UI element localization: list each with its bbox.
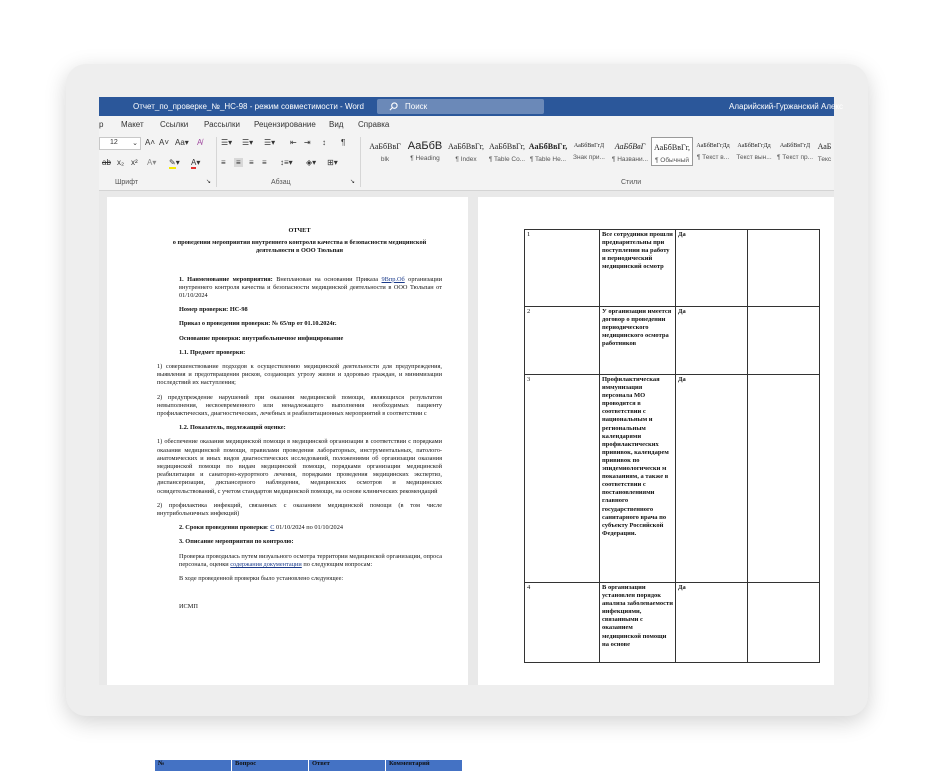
text: Внеплановая на основании Приказа — [272, 275, 382, 283]
style-preview: АаБбВвГг, — [447, 142, 484, 151]
text-effects-icon[interactable]: A▾ — [147, 158, 157, 167]
style-preview: АаБбВ — [407, 140, 443, 152]
style-text-pr[interactable] — [775, 137, 815, 166]
table-row — [525, 375, 820, 583]
justify-icon[interactable]: ≡ — [262, 158, 267, 167]
cell-number: 2 — [525, 307, 600, 375]
search-label: Поиск — [405, 102, 428, 111]
tab-mailings[interactable]: Рассылки — [204, 120, 240, 129]
style-preview: АаБбВвГгДд — [737, 143, 771, 149]
increase-indent-icon[interactable]: ⇥ — [304, 138, 311, 147]
style-name: Текс — [817, 156, 832, 163]
description-text — [157, 553, 442, 569]
cell-answer: Да — [676, 375, 748, 583]
subject-item: 1) совершенствование подходов к осуществлению медицинской деятельности для предупреждения, выявления и предотвращения рисков, создающих угрозу жизни и здоровью граждан, и минимизации последствий их наступления; — [157, 363, 442, 387]
chevron-down-icon: ⌄ — [132, 140, 138, 147]
style-text-partial[interactable] — [815, 137, 834, 166]
cell-comment — [748, 583, 820, 663]
style-caption[interactable] — [610, 137, 650, 166]
subject-heading: 1.1. Предмет проверки: — [179, 348, 246, 356]
styles-group-label: Стили — [621, 179, 642, 186]
font-size-dropdown[interactable] — [99, 137, 141, 150]
shrink-font-icon[interactable]: A˅ — [159, 138, 170, 147]
change-case-icon[interactable]: Aa▾ — [175, 138, 189, 147]
ribbon — [99, 132, 834, 191]
style-name: ¶ Heading — [410, 155, 440, 162]
text: организации внутреннего контроля качества и безопасности медицинской деятельности в ООО Тюльпан от 01/10/2024 — [179, 275, 442, 300]
style-balloon-text[interactable] — [734, 137, 774, 166]
findings-table — [524, 229, 820, 663]
pilcrow-icon[interactable]: ¶ — [341, 138, 346, 147]
cell-answer: Да — [676, 307, 748, 375]
numbering-icon[interactable]: ☰▾ — [242, 138, 254, 147]
text: С — [270, 524, 275, 532]
multilevel-list-icon[interactable]: ☰▾ — [264, 138, 276, 147]
cell-question: Все сотрудники прошли предварительны при поступлении на работу и периодический медицинский осмотр — [600, 230, 676, 307]
dialog-launcher-icon[interactable]: ↘ — [350, 179, 356, 185]
indicator-item: 2) профилактика инфекций, связанных с оказанием медицинской помощи (в том числе внутрибольничных инфекций) — [157, 501, 442, 518]
style-preview: АаБ — [817, 142, 832, 151]
cell-number: 3 — [525, 375, 600, 583]
cell-number: 4 — [525, 583, 600, 663]
style-footnote-char[interactable] — [569, 137, 609, 166]
findings-intro: В ходе проведенной проверки было установлено следующее: — [179, 575, 344, 583]
order-link[interactable]: 9Впр.Об — [381, 275, 405, 283]
cell-comment — [748, 375, 820, 583]
search-box[interactable] — [377, 99, 544, 114]
label: 2. Сроки проведения проверки — [179, 524, 267, 532]
sort-icon[interactable]: ↕ — [322, 138, 326, 147]
shading-icon[interactable]: ◈▾ — [306, 158, 317, 167]
tab-layout[interactable]: Макет — [121, 120, 144, 129]
report-subtitle: о проведении мероприятия внутреннего контроля качества и безопасности медицинской деятельности в ООО Тюльпан — [172, 239, 427, 255]
style-name: ¶ Названи... — [611, 156, 649, 163]
style-body-text[interactable] — [693, 137, 733, 166]
tab-review[interactable]: Рецензирование — [254, 120, 316, 129]
style-name: ¶ Table He... — [529, 156, 567, 163]
ribbon-tabs — [99, 116, 834, 132]
description-heading: 3. Описание мероприятия по контролю: — [179, 538, 294, 546]
style-table-contents[interactable] — [487, 137, 527, 166]
style-heading[interactable] — [405, 137, 445, 166]
font-size-value: 12 — [110, 139, 118, 146]
decrease-indent-icon[interactable]: ⇤ — [290, 138, 297, 147]
header-cell: Вопрос — [232, 760, 309, 772]
style-normal[interactable] — [651, 137, 693, 166]
paragraph-event-name — [157, 276, 442, 301]
paragraph-group-label: Абзац — [271, 179, 291, 186]
table-row — [525, 230, 820, 307]
title-bar — [99, 97, 844, 116]
text: Проверка проводилась путем визуального осмотра территории медицинской организации, опроса персонала, оценки — [179, 552, 442, 568]
dates-line: 2. Сроки проведения проверки: С 01/10/2024 по 01/10/2024 — [179, 524, 344, 532]
cell-question: У организации имеется договор о проведении периодического медицинского осмотра работников — [600, 307, 676, 375]
font-color-icon[interactable]: A▾ — [191, 158, 201, 167]
document-title: Отчет_по_проверке_№_НС-98 - режим совместимости - Word — [133, 102, 364, 111]
text: содержания документации — [230, 560, 302, 568]
superscript-icon[interactable]: x² — [131, 158, 138, 167]
style-preview: АаБбВвГгД — [573, 143, 605, 149]
divider — [216, 137, 217, 187]
style-name: ¶ Table Co... — [488, 156, 526, 163]
tab-references[interactable]: Ссылки — [160, 120, 189, 129]
style-preview: АаБбВвГгДд — [696, 143, 730, 149]
style-name: Текст вын... — [736, 154, 772, 161]
cell-comment — [748, 230, 820, 307]
style-name: ¶ Index — [455, 156, 477, 163]
align-center-icon[interactable]: ≡ — [236, 158, 241, 167]
header-cell: № — [155, 760, 232, 772]
table-row — [525, 307, 820, 375]
style-index[interactable] — [446, 137, 486, 166]
cell-answer: Да — [676, 230, 748, 307]
grow-font-icon[interactable]: A˄ — [145, 138, 156, 147]
tab-view[interactable]: Вид — [329, 120, 344, 129]
subscript-icon[interactable]: x₂ — [117, 158, 125, 167]
dialog-launcher-icon[interactable]: ↘ — [206, 179, 212, 185]
subject-item: 2) предупреждение нарушений при оказании медицинской помощи, являющихся результатом невыполнения, несвоевременного или ненадлежащего выполнения необходимых пациенту профилактических, диагностических, лечебных и реабилитационных мероприятий в соответствии с — [157, 393, 442, 418]
borders-icon[interactable]: ⊞▾ — [327, 158, 338, 167]
style-preview: АаБбВвГг, — [653, 143, 690, 152]
document-page-left — [107, 197, 468, 767]
header-cell: Комментарий — [386, 760, 463, 772]
style-name: ¶ Текст пр... — [776, 154, 814, 161]
style-blk[interactable] — [365, 137, 405, 166]
line-spacing-icon[interactable]: ↕≡▾ — [280, 158, 293, 167]
indicator-heading: 1.2. Показатель, подлежащий оценке: — [179, 424, 286, 432]
search-icon — [389, 102, 398, 111]
cell-question: Профилактическая иммунизация персонала МО проводится в соответствии с национальным и региональным календарями профилактических прививок, календарем прививок по эпидемиологически м показаниям, а также в соответствии с постановлениями главного государственного санитарного врача по субъекту Российской Федерации. — [600, 375, 676, 583]
style-preview: АаБбВвГгД — [779, 143, 811, 149]
user-name[interactable]: Аларийский-Гуржанский Алекс — [729, 102, 844, 111]
style-name: blk — [380, 156, 390, 163]
text: 01/10/2024 по 01/10/2024 — [274, 524, 344, 532]
style-name: ¶ Обычный — [654, 157, 690, 164]
word-window — [99, 97, 844, 767]
style-name: Знак при... — [573, 154, 605, 161]
font-group-label: Шрифт — [115, 179, 139, 186]
cell-question: В организации установлен порядок анализа заболеваемости инфекциями, связанными с оказанием медицинской помощи на основе — [600, 583, 676, 663]
cell-number: 1 — [525, 230, 600, 307]
clear-format-icon[interactable]: A̸ — [197, 138, 203, 147]
style-table-heading[interactable] — [528, 137, 568, 166]
table-row — [525, 583, 820, 663]
check-number: Номер проверки: НС-98 — [179, 306, 248, 314]
label: 1. Наименование мероприятия: — [179, 275, 273, 283]
align-left-icon[interactable]: ≡ — [221, 158, 226, 167]
text: по следующим вопросам: — [301, 560, 373, 568]
strikethrough-icon[interactable]: ab — [102, 158, 111, 167]
cell-answer: Да — [676, 583, 748, 663]
tab-help[interactable]: Справка — [358, 120, 390, 129]
style-preview: АаБбВвГ — [369, 142, 401, 151]
style-preview: АаБбВвГ — [614, 142, 646, 151]
document-page-right — [478, 197, 834, 685]
report-title: ОТЧЕТ — [288, 227, 311, 234]
style-preview: АаБбВвГг, — [488, 142, 525, 151]
basis-line: Основание проверки: внутрибольничное инфицирование — [179, 334, 344, 342]
tab-partial[interactable]: р — [99, 120, 104, 129]
report-body — [157, 227, 442, 612]
style-preview: АаБбВвГг, — [528, 142, 568, 151]
align-right-icon[interactable]: ≡ — [249, 158, 254, 167]
divider — [360, 137, 361, 187]
order-line: Приказ о проведении проверки: № 65/пр от 01.10.2024г. — [179, 320, 337, 328]
bullets-icon[interactable]: ☰▾ — [221, 138, 233, 147]
indicator-item: 1) обеспечение оказания медицинской помощи в медицинской организации в соответствии с порядками оказания медицинской помощи, правилами проведения лабораторных, инструментальных, патолого-анатомических и иных видов диагностических исследований, положениями об организации оказания медицинской помощи по видам медицинской помощи, порядками организации медицинской реабилитации и санаторно-курортного лечения, порядками проведения медицинских экспертиз, диспансеризации, диспансерного наблюдения, медицинских осмотров и медицинских освидетельствований, с учетом стандартов медицинской помощи, на основе клинических рекомендаций — [157, 438, 442, 495]
header-cell: Ответ — [309, 760, 386, 772]
cell-comment — [748, 307, 820, 375]
findings-table-header — [154, 759, 463, 772]
highlight-icon[interactable]: ✎▾ — [169, 158, 180, 167]
style-name: ¶ Текст в... — [696, 154, 730, 161]
ismp-label: ИСМП — [179, 603, 198, 611]
